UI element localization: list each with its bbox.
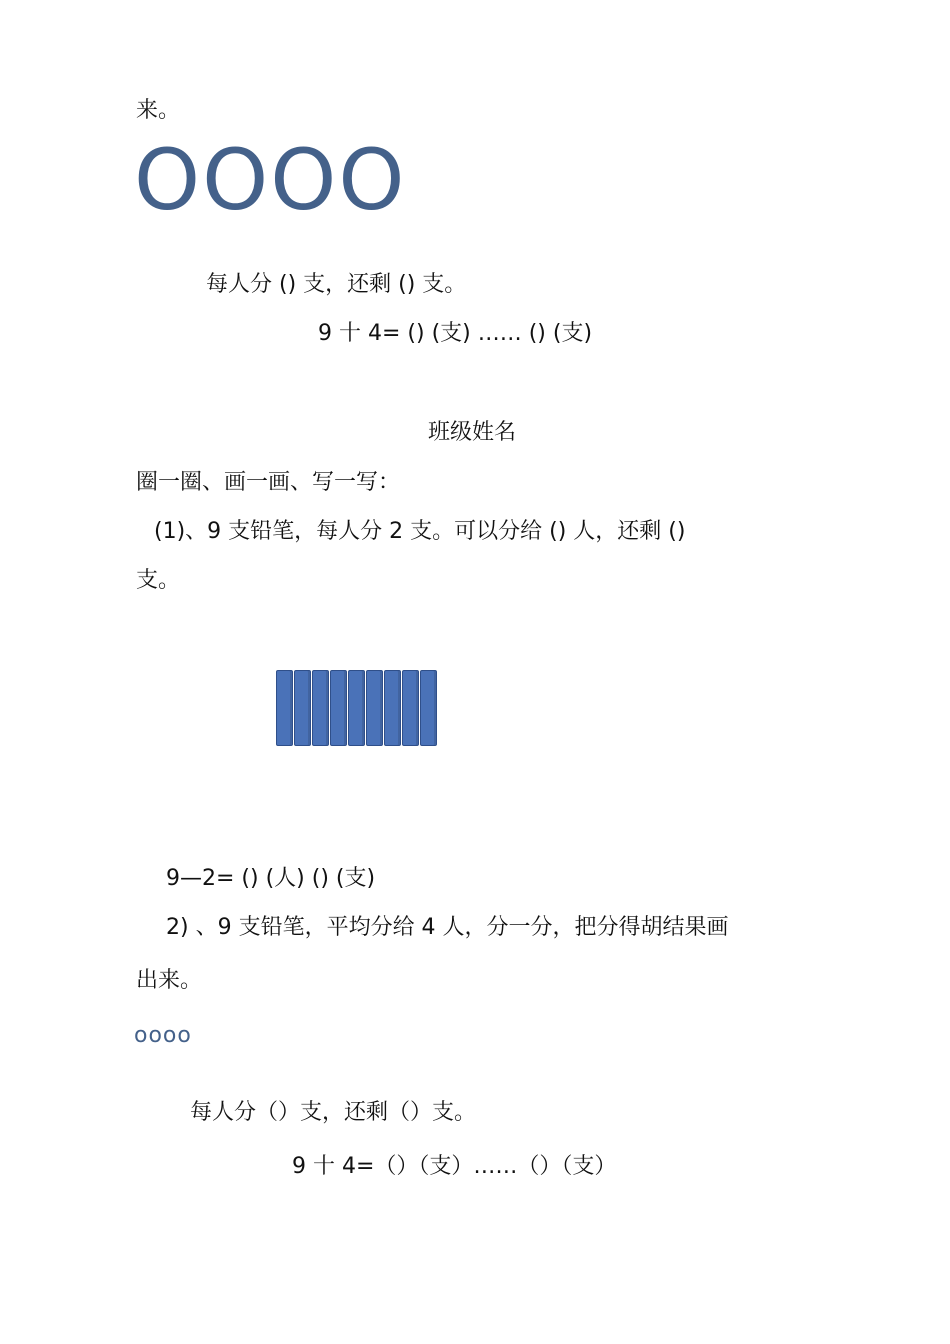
question-2-text-cont: 出来。 (136, 968, 203, 993)
instruction-heading: 圈一圈、画一画、写一写： (136, 470, 401, 495)
answer-line-2: 每人分（）支，还剩（）支。 (190, 1100, 477, 1125)
pencil-icon (330, 670, 347, 746)
question-2-text: 2) 、9 支铅笔，平均分给 4 人，分一分，把分得胡结果画 (166, 915, 729, 940)
equation-1: 9—2= () (人) () (支) (166, 866, 376, 891)
pencil-icon (420, 670, 437, 746)
pencil-icon (276, 670, 293, 746)
class-name-heading: 班级姓名 (428, 420, 517, 445)
question-1-text-cont: 支。 (136, 568, 181, 593)
pencils-picture (276, 670, 438, 746)
equation-2: 9 十 4=（）（支）……（）（支） (292, 1154, 617, 1179)
pencil-icon (348, 670, 365, 746)
circles-drawing-large: OOOO (134, 131, 407, 229)
circles-drawing-small: oooo (134, 1023, 192, 1048)
pencil-icon (366, 670, 383, 746)
pencil-icon (294, 670, 311, 746)
text-line-2: 每人分 () 支，还剩 () 支。 (206, 272, 467, 297)
text-line-1: 来。 (136, 98, 181, 123)
pencil-icon (402, 670, 419, 746)
question-1-text: (1)、9 支铅笔，每人分 2 支。可以分给 () 人，还剩 () (154, 519, 686, 544)
pencil-icon (384, 670, 401, 746)
text-line-3: 9 十 4= () (支) …… () (支) (318, 321, 593, 346)
pencil-icon (312, 670, 329, 746)
